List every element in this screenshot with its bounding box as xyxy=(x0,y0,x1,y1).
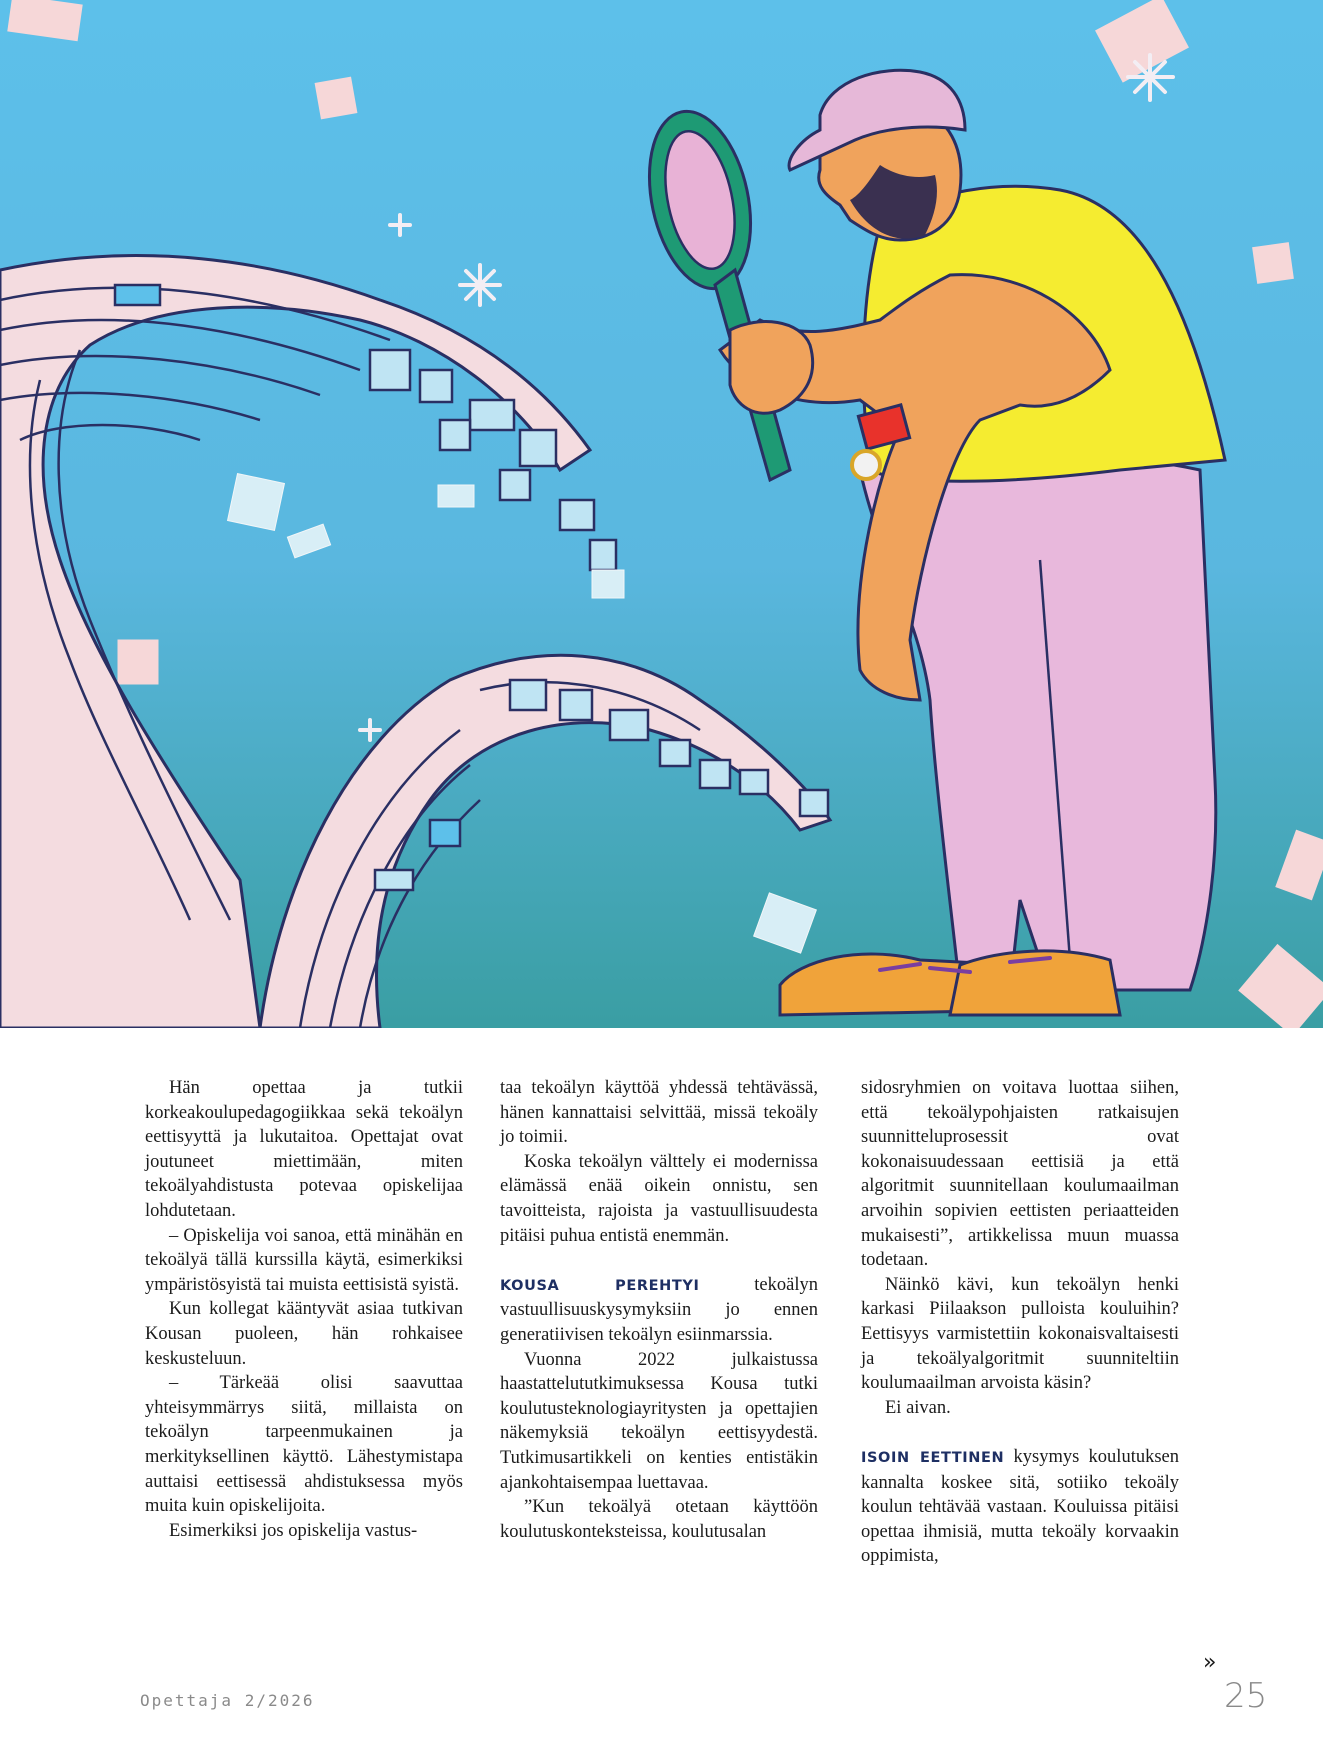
page-number: 25 xyxy=(1224,1676,1268,1716)
article-column-3 xyxy=(861,1076,1179,1569)
paragraph: Ei aivan. xyxy=(885,1397,951,1418)
article-column-2 xyxy=(500,1076,818,1544)
paragraph: Hän opettaa ja tutkii korkeakoulupedagogiikkaa sekä tekoälyn eettisyyttä ja lukutaitoa. Opettajat ovat joutuneet miettimään, miten tekoälyahdistusta potevaa opiskelijaa lohdutetaan. xyxy=(145,1078,463,1221)
paragraph: Kun kollegat kääntyvät asiaa tutkivan Kousan puoleen, hän rohkaisee keskusteluun. xyxy=(145,1299,463,1369)
paragraph: taa tekoälyn käyttöä yhdessä tehtävässä, hänen kannattaisi selvittää, missä tekoäly jo toimii. xyxy=(500,1078,818,1148)
section-text: kysymys koulutuksen kannalta koskee sitä, sotiiko tekoäly koulun tehtävää vastaan. Kouluissa pitäisi opettaa ihmisiä, mutta tekoäly korvaakin oppimista, xyxy=(861,1446,1179,1567)
paragraph: ”Kun tekoälyä otetaan käyttöön koulutuskonteksteissa, koulutusalan xyxy=(500,1497,818,1542)
section-paragraph xyxy=(500,1273,818,1348)
section-lead: KOUSA PEREHTYI xyxy=(500,1277,700,1294)
paragraph: Koska tekoälyn välttely ei modernissa elämässä enää oikein onnistu, sen tavoitteista, rajoista ja vastuullisuudesta pitäisi puhua entistä enemmän. xyxy=(500,1151,818,1246)
section-lead: ISOIN EETTINEN xyxy=(861,1449,1005,1466)
paragraph: – Opiskelija voi sanoa, että minähän en tekoälyä tällä kurssilla käytä, esimerkiksi ympäristösyistä tai muista eettisistä syistä. xyxy=(145,1225,463,1295)
paragraph: Esimerkiksi jos opiskelija vastus- xyxy=(169,1520,418,1541)
paragraph: Vuonna 2022 julkaistussa haastattelututkimuksessa Kousa tutki koulutusteknologiayritysten ja opettajien näkemyksiä tekoälyn eettisyydestä. Tutkimusartikkeli on kenties entistäkin ajankohtaisempaa luettavaa. xyxy=(500,1349,818,1493)
continue-arrow-icon: » xyxy=(1203,1650,1217,1675)
footer-magazine-issue: Opettaja 2/2026 xyxy=(140,1691,315,1710)
paragraph: sidosryhmien on voitava luottaa siihen, että tekoälypohjaisten ratkaisujen suunnitteluprosessit ovat kokonaisuudessaan eettisiä ja että algoritmit suunnitellaan koulumaailman arvoihin sopivien eettisten periaatteiden mukaisesti”, artikkelissa muun muassa todetaan. xyxy=(861,1078,1179,1271)
paragraph: – Tärkeää olisi saavuttaa yhteisymmärrys siitä, millaista on tekoälyn tarpeenmukainen ja merkityksellinen käyttö. Lähestymistapa auttaisi eettisessä ahdistuksessa myös muita kuin opiskelijoita. xyxy=(145,1373,463,1517)
article-column-1 xyxy=(145,1076,463,1543)
section-text: tekoälyn vastuullisuuskysymyksiin jo ennen generatiivisen tekoälyn esiinmarssia. xyxy=(500,1274,818,1345)
section-paragraph xyxy=(861,1445,1179,1569)
paragraph: Näinkö kävi, kun tekoälyn henki karkasi Piilaakson pulloista kouluihin? Eettisyys varmistettiin kokonaisvaltaisesti ja tekoälyalgoritmit suunniteltiin koulumaailman arvoista käsin? xyxy=(861,1274,1179,1394)
